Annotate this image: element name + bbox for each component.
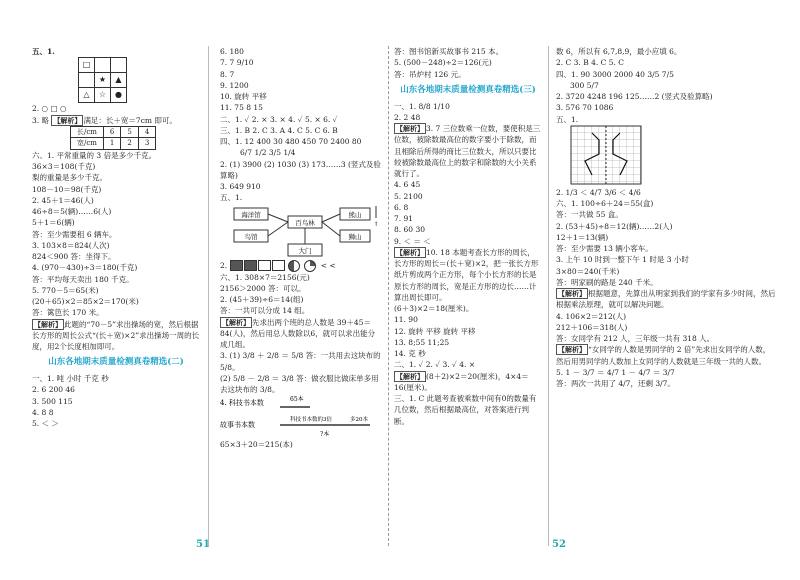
answer-line: 2156＞2000 答：可以。 [220, 283, 306, 293]
table-cell: 2 [121, 138, 138, 150]
column-divider [548, 46, 549, 546]
analysis-text: 此题的“70－5”求出操场的宽，然后根据长方形的周长公式“(长＋宽)×2”求出操场一周的长度，用2个长度相加即可。 [32, 319, 200, 351]
answer-line: 4. (970－430)÷3＝180(千克) [32, 263, 138, 273]
answer-line: 六、1. 100÷6＋24＝55(盒) [556, 199, 654, 208]
answer-line: 五、1. [556, 114, 579, 124]
column-divider [208, 46, 209, 546]
map-label: 熊山 [348, 210, 362, 219]
zoo-map-diagram [232, 204, 382, 260]
answer-line: 六、1. 平常重量的 3 倍是多少千克。 [32, 150, 157, 160]
answer-line: 5＋1＝6(辆) [32, 218, 75, 228]
answer-line: 4. 106×2＝212(人) [556, 311, 627, 321]
column-1 [32, 46, 200, 429]
diagram-label: 科技书本数的3倍 [290, 417, 332, 424]
analysis-text: (8＋2)×2＝20(厘米)，4×4＝16(厘米)。 [394, 371, 529, 392]
analysis-text: 先求出两个班的总人数是 39＋45＝84(人)，然后用总人数除以6，就可以求出能分成几组。 [220, 317, 376, 349]
answer-line: 3. 上午 10 时到一整下午 1 时是 3 小时 [556, 255, 689, 265]
diagram-label: 65本 [290, 396, 304, 404]
answer-line: 答：至少需要租 6 辆车。 [32, 229, 117, 239]
answer-line: 答：篱笆长 170 米。 [32, 308, 104, 318]
analysis-tag: 【解析】 [396, 124, 424, 133]
answer-line: 12. 旋转 平移 旋转 平移 [394, 326, 476, 336]
answer-line: 6/7 1/2 3/5 1/4 [240, 148, 296, 158]
answer-line: 11. 75 8 15 [220, 103, 263, 113]
answer-line: 二、1. ✓ 2. ✓ 3. ✓ 4. × [394, 360, 476, 370]
answer-line: 2. (1) 3900 (2) 1030 (3) 173……3 (竖式及验算略) [220, 159, 381, 180]
book-bar-diagram [220, 395, 380, 439]
answer-line: 2. (45＋39)÷6＝14(组) [220, 295, 304, 304]
section-title: 山东各地期末质量检测真卷精选(二) [48, 357, 184, 368]
answer-line: 8. 60 30 [394, 225, 426, 235]
answer-line: 5. (500－248)÷2＝126(元) [394, 58, 492, 68]
symmetry-grid-figure [570, 125, 644, 187]
answer-line: 三、1. C 此题考查被乘数中间有0的数量有几位数，然后根据最高位，对答案进行判断。 [394, 394, 537, 426]
table-cell: 1 [103, 138, 120, 150]
table-cell: 4 [138, 126, 155, 138]
table-cell: 5 [121, 126, 138, 138]
answer-line: 数 6，所以有 6,7,8,9，最小应填 6。 [556, 47, 682, 56]
answer-line: 四、1. 90 3000 2000 40 3/5 7/5 [556, 69, 674, 79]
answer-line: 二、1. ✓ 2. × 3. × 4. ✓ 5. × 6. ✓ [220, 114, 338, 124]
page-number-right: 52 [552, 539, 566, 550]
circle-shape [288, 260, 300, 272]
length-width-table [70, 126, 156, 150]
answer-line: 2. 6 200 46 [32, 385, 75, 395]
answer-line: 36×3＝108(千克) [32, 162, 96, 171]
answer-line: (6＋3)×2＝18(厘米)。 [394, 304, 474, 313]
diagram-label: 4. 科技书本数 [220, 399, 264, 408]
diagram-label: 故事书本数 [220, 421, 255, 430]
answer-line: 9. 1200 [220, 80, 249, 90]
analysis-text: 根据题意，先算出从明家到我们的学家有多少时间，然后根据乘法原理，就可以解决问题。 [556, 289, 776, 310]
table-cell: 长/cm [71, 126, 104, 138]
answer-line: 10. 旋转 平移 [220, 92, 267, 101]
answer-line: 300 5/7 [570, 80, 599, 90]
answer-line: 3×80＝240(千米) [556, 266, 620, 276]
bar-shape [230, 261, 286, 270]
answer-line: 7. 7 9/10 [220, 58, 254, 68]
answer-line: 2. 3720 4248 196 125……2 (竖式及验算略) [556, 92, 713, 101]
answer-line: 答：两次一共用了 4/7，还剩 3/7。 [556, 379, 675, 388]
answer-line: 2. ○ □ ○ [32, 104, 67, 114]
answer-line: 4. 8 8 [32, 407, 54, 417]
map-label: 狮山 [348, 232, 362, 241]
answer-line: 答：图书馆新买故事书 215 本。 [394, 47, 504, 56]
answer-line: 一、1. 吨 小时 千克 秒 [32, 374, 109, 383]
section-title: 山东各地期末质量检测真卷精选(三) [400, 84, 536, 95]
answer-line: 五、1. [220, 193, 243, 203]
svg-text:↑: ↑ [373, 220, 379, 228]
map-label: 大门 [298, 246, 312, 255]
answer-line: 212＋106＝318(人) [556, 322, 628, 332]
answer-line: 108－10＝98(千克) [32, 184, 102, 194]
answer-line: 2. (53＋45)÷8＝12(辆)……2(人) [556, 221, 673, 231]
column-2 [220, 46, 382, 451]
map-label: 百鸟林 [295, 218, 315, 227]
answer-line: 答：明家刷的路是 240 千米。 [556, 277, 658, 287]
answer-line: 2. C 3. B 4. C 5. C [556, 58, 625, 68]
answer-line: (2) 5/8 － 2/8 ＝ 3/8 答：做衣服比做床单多用去这块布的 3/8。 [220, 373, 379, 394]
analysis-tag: 【解析】 [396, 247, 424, 257]
answer-line: 3. 576 70 1086 [556, 103, 614, 113]
column-4 [556, 46, 776, 389]
answer-line: 梨的重量是多少千克。 [32, 173, 107, 183]
diagram-label: ?本 [320, 431, 330, 439]
answer-line: (20＋65)×2＝85×2＝170(米) [32, 297, 139, 306]
answer-line: 3. 649 910 [220, 182, 261, 191]
column-divider [388, 46, 389, 546]
map-label: 海洋馆 [241, 210, 261, 219]
answer-line: 824＜900 答：坐得下。 [32, 252, 116, 261]
answer-line: 5. 2100 [394, 191, 423, 201]
analysis-text: 10. 18 本题考查长方形的周长，长方形的周长＝(长＋宽)×2，把一张长方形纸片剪成两个正方形，每个小长方形的长是原长方形的周长，宽是正方形的边长……计算出周长即可。 [394, 247, 539, 302]
answer-line: 11. 90 [394, 315, 418, 325]
analysis-tag: 【解析】 [396, 371, 424, 381]
analysis-tag: 【解析】 [558, 289, 586, 298]
analysis-tag: 【解析】 [34, 319, 62, 329]
answer-line: 答：至少需要 13 辆小客车。 [556, 244, 653, 253]
answer-line: 6. 8 [394, 202, 409, 212]
answer-line: 一、1. 8/8 1/10 [394, 101, 450, 111]
symbol-grid: □ ★ ▲ △ ☆ ● [78, 57, 127, 103]
analysis-text: 3. 7 三位数乘一位数，要使积是三位数，被除数最高位的数字要小于除数，而且相除后所得的商比三位数大，所以只要比较被除数最高位上的数字和除数的大小关系就行了。 [394, 124, 541, 178]
answer-line: 6. 180 [220, 47, 244, 56]
q5-heading: 五、1. [32, 47, 55, 56]
answer-line: 4. 6 45 [394, 180, 421, 190]
answer-line: 答：吊炉村 126 元。 [394, 69, 466, 79]
answer-line: 满足：长＋宽＝7cm 即可。 [83, 115, 177, 125]
analysis-tag: 【解析】 [222, 317, 250, 327]
answer-line: 答：女同学有 212 人，三年级一共有 318 人。 [556, 334, 715, 343]
answer-line: 65×3＋20＝215(本) [220, 440, 293, 450]
page-number-left: 51 [196, 539, 210, 550]
answer-line: 3. 略 [32, 115, 50, 125]
answer-line: 5. 1 － 3/7 ＝ 4/7 1 － 4/7 ＝ 3/7 [556, 367, 675, 377]
answer-line: 5. ＜ ＞ [32, 419, 59, 428]
answer-line: 3. 103×8＝824(人次) [32, 240, 110, 250]
answer-line: 答：一共可以分成 14 组。 [220, 306, 310, 316]
table-cell: 宽/cm [71, 138, 104, 150]
answer-line: 7. 91 [394, 214, 414, 223]
analysis-tag: 【解析】 [558, 345, 586, 355]
answer-line: 12＋1＝13(辆) [556, 232, 609, 242]
answer-line: 四、1. 12 400 30 480 450 70 2400 80 [220, 137, 362, 146]
answer-line: 答：平均每天卖出 180 千克。 [32, 274, 134, 284]
answer-line: 2. 45＋1＝46(人) [32, 195, 94, 205]
analysis-text: “女同学的人数是男同学的 2 倍”先求出女同学的人数，然后用男同学的人数加上女同学的人数就是三年级一共的人数。 [556, 345, 771, 366]
circle-shape [304, 260, 316, 272]
answer-line: 2. [220, 260, 228, 270]
answer-line: 3. 500 115 [32, 396, 73, 406]
answer-line: 14. 克 秒 [394, 349, 426, 358]
column-3 [394, 46, 542, 427]
analysis-tag: 【解析】 [53, 115, 82, 125]
table-cell: 6 [103, 126, 120, 138]
diagram-label: 多20本 [350, 417, 368, 424]
answer-line: 六、1. 308×7＝2156(元) [220, 272, 310, 282]
answer-line: 46÷8＝5(辆)……6(人) [32, 207, 112, 216]
answer-line: 9. ＜ ＝ ＜ [394, 236, 431, 246]
answer-line: 三、1. B 2. C 3. A 4. C 5. C 6. B [220, 125, 338, 135]
answer-line: 5. 770－5＝65(米) [32, 285, 99, 295]
answer-line: 2. 1/3 ＜ 4/7 3/6 ＜ 4/6 [556, 187, 641, 197]
map-label: 鸟馆 [244, 232, 258, 241]
table-cell: 3 [138, 138, 155, 150]
answer-line: 答：一共做 55 盒。 [556, 210, 623, 220]
answer-line: 2. 2 48 [394, 112, 421, 122]
fraction-shapes-row: 2. < < [220, 260, 336, 270]
answer-line: 13. 8;55 11;25 [394, 337, 450, 347]
answer-line: 8. 7 [220, 69, 235, 79]
answer-line: 3. (1) 3/8 ＋ 2/8 ＝ 5/8 答：一共用去这块布的 5/8。 [220, 351, 381, 372]
